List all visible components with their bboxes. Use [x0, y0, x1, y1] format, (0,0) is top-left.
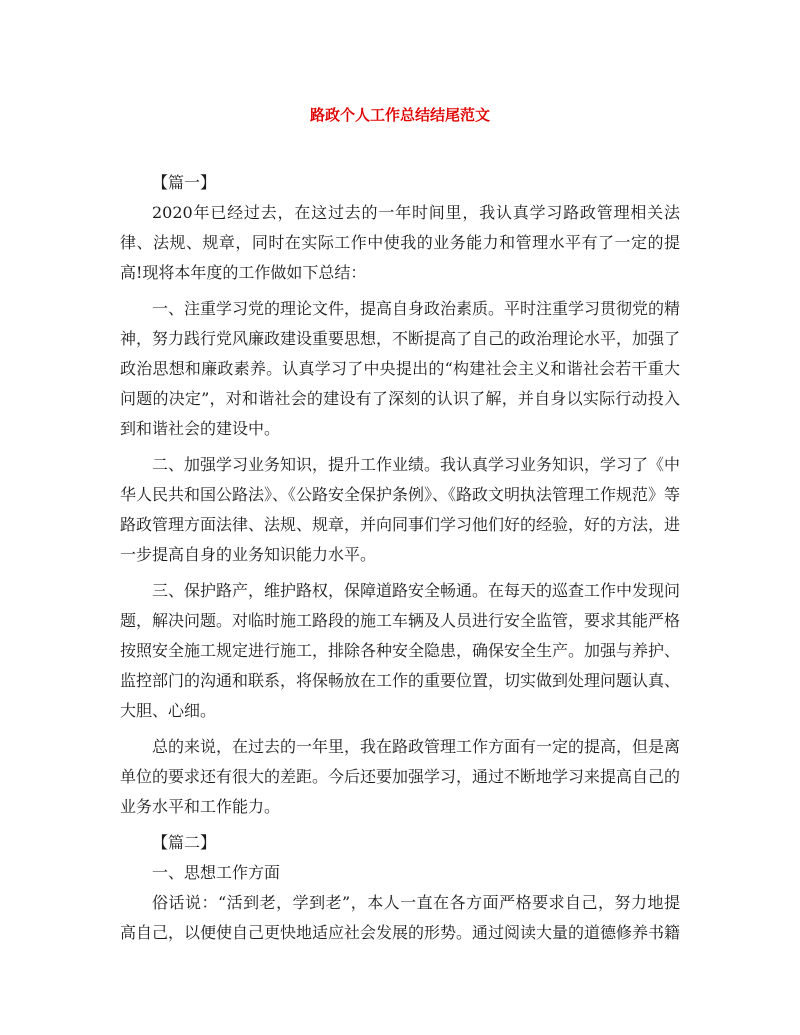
document-title: 路政个人工作总结结尾范文: [309, 106, 490, 124]
paragraph: 三、保护路产，维护路权，保障道路安全畅通。在每天的巡查工作中发现问题，解决问题。对临时施工路段的施工车辆及人员进行安全监管，要求其能严格按照安全施工规定进行施工，排除各种安全隐患，确保安全生产。加强与养护、监控部门的沟通和联系，将保畅放在工作的重要位置，切实做到处理问题认真、大胆、心细。: [120, 581, 681, 720]
paragraph: 2020年已经过去，在这过去的一年时间里，我认真学习路政管理相关法律、法规、规章，同时在实际工作中使我的业务能力和管理水平有了一定的提高!现将本年度的工作做如下总结：: [120, 203, 680, 282]
paragraph: 俗话说：“活到老，学到老”，本人一直在各方面严格要求自己，努力地提高自己，以便使自己更快地适应社会发展的形势。通过阅读大量的道德修养书籍: [120, 893, 681, 942]
paragraph: 总的来说，在过去的一年里，我在路政管理工作方面有一定的提高，但是离单位的要求还有很大的差距。今后还要加强学习，通过不断地学习来提高自己的业务水平和工作能力。: [120, 737, 681, 816]
section-heading-part1: 【篇一】: [152, 173, 217, 192]
section-heading-part2: 【篇二】: [152, 833, 217, 852]
document-body: [120, 168, 680, 954]
subsection-heading: 一、思想工作方面: [152, 863, 281, 882]
paragraph: 一、注重学习党的理论文件，提高自身政治素质。平时注重学习贯彻党的精神，努力践行党风廉政建设重要思想，不断提高了自己的政治理论水平，加强了政治思想和廉政素养。认真学习了中央提出的“构建社会主义和谐社会若干重大问题的决定”，对和谐社会的建设有了深刻的认识了解，并自身以实际行动投入到和谐社会的建设中。: [120, 299, 681, 438]
paragraph: 二、加强学习业务知识，提升工作业绩。我认真学习业务知识，学习了《中华人民共和国公路法》、《公路安全保护条例》、《路政文明执法管理工作规范》等路政管理方面法律、法规、规章，并向同事们学习他们好的经验，好的方法，进一步提高自身的业务知识能力水平。: [120, 455, 681, 564]
